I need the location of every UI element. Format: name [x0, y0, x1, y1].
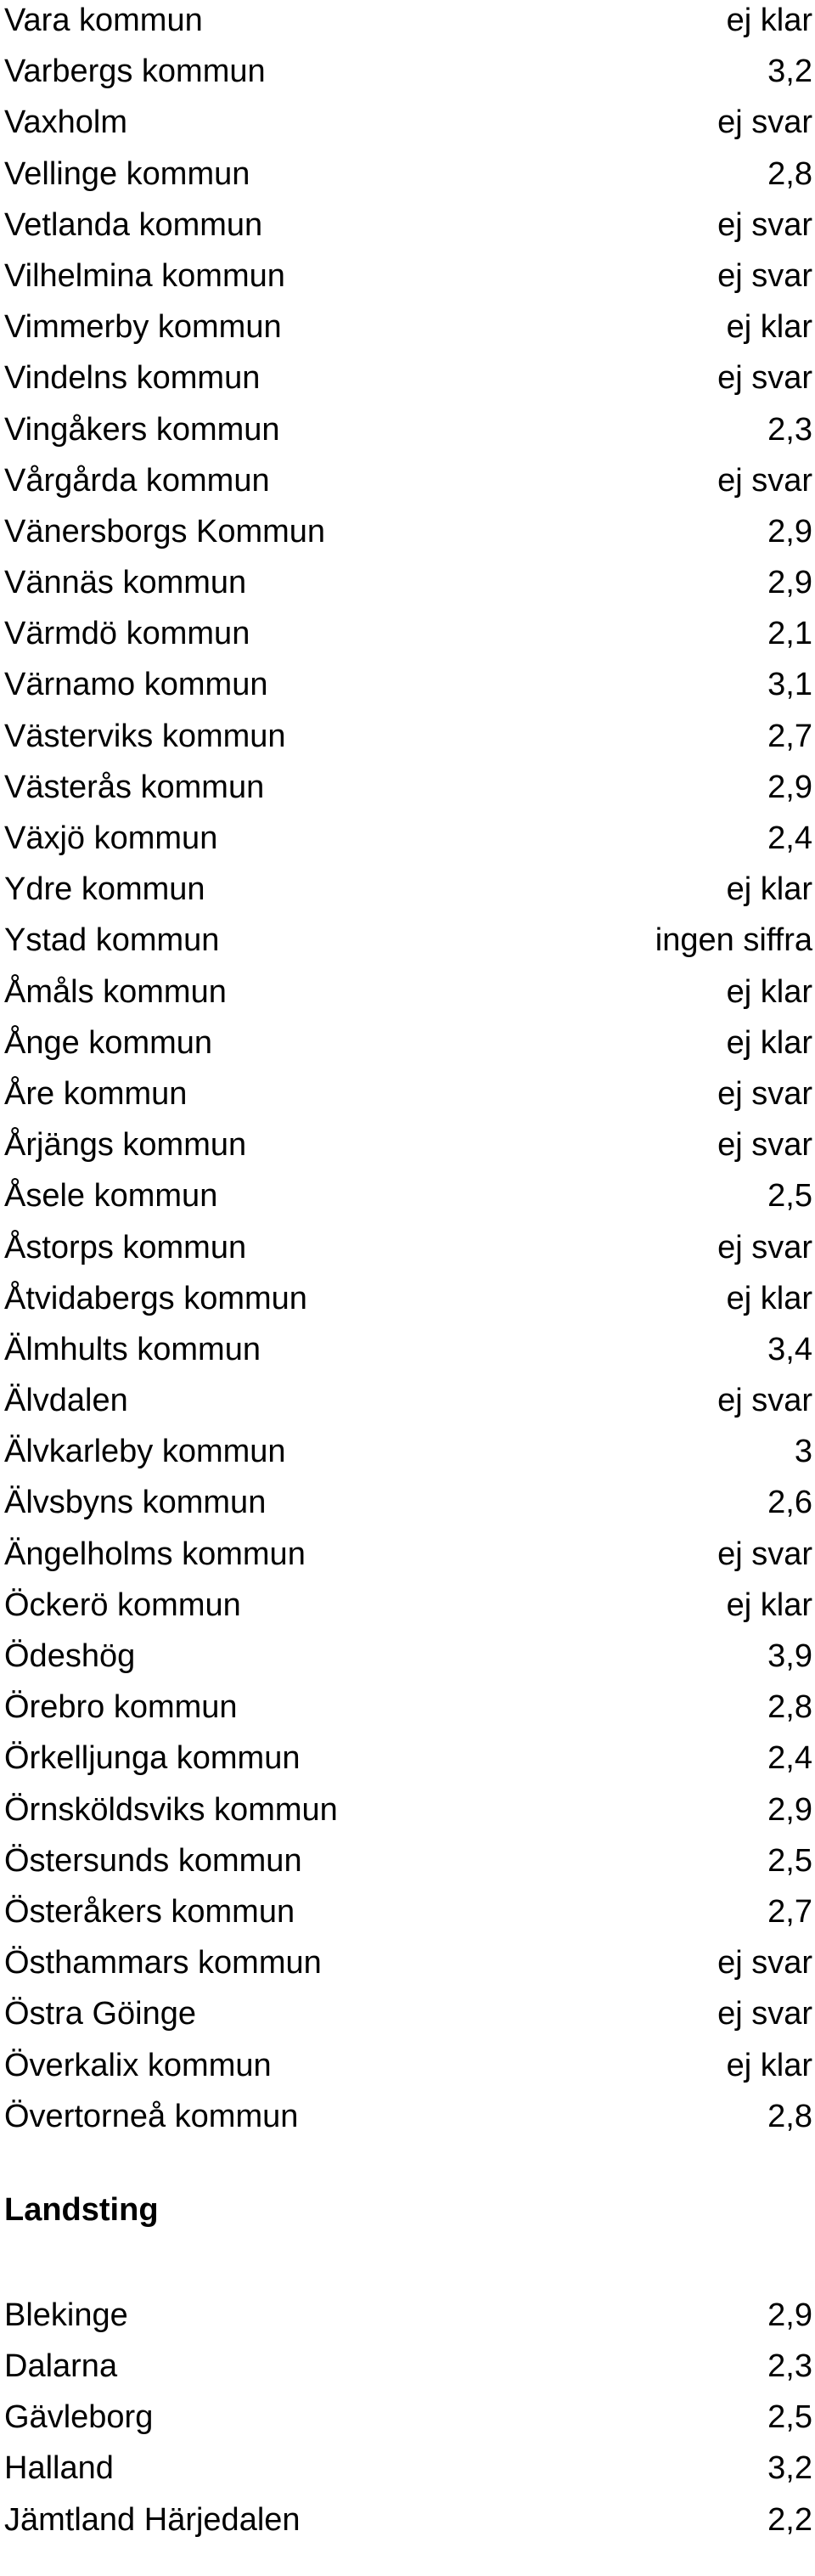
entity-name: Örkelljunga kommun: [4, 1740, 301, 1777]
entity-name: Östersunds kommun: [4, 1842, 302, 1879]
entity-value: ej klar: [726, 2047, 812, 2083]
entity-value: ej svar: [717, 206, 812, 243]
entity-value: ej klar: [726, 3, 812, 38]
entity-value: 3,9: [767, 1638, 812, 1674]
entity-name: Älvsbyns kommun: [4, 1485, 267, 1521]
entity-value: 2,2: [767, 2501, 812, 2538]
entity-value: ej svar: [717, 1383, 812, 1419]
list-item: [0, 251, 815, 302]
entity-value: 3,2: [767, 54, 812, 90]
landsting-heading: Landsting: [4, 2191, 159, 2228]
list-item: [0, 2091, 815, 2142]
list-item: [0, 1835, 815, 1886]
entity-value: ej klar: [726, 871, 812, 908]
entity-value: 2,5: [767, 2399, 812, 2436]
entity-value: 2,3: [767, 2348, 812, 2385]
entity-name: Älmhults kommun: [4, 1331, 261, 1367]
entity-name: Vännäs kommun: [4, 565, 247, 601]
entity-name: Övertorneå kommun: [4, 2098, 299, 2134]
entity-value: 2,1: [767, 616, 812, 652]
entity-value: ej klar: [726, 1587, 812, 1623]
entity-name: Vilhelmina kommun: [4, 257, 285, 294]
list-item: [0, 1170, 815, 1221]
entity-value: 2,9: [767, 2297, 812, 2333]
entity-name: Varbergs kommun: [4, 54, 266, 90]
entity-name: Vimmerby kommun: [4, 309, 282, 346]
list-item: [0, 0, 815, 46]
entity-value: 2,8: [767, 155, 812, 192]
list-item: [0, 2494, 815, 2545]
entity-value: ej svar: [717, 257, 812, 294]
list-item: [0, 1477, 815, 1528]
entity-value: ingen siffra: [655, 922, 812, 959]
list-item: [0, 1119, 815, 1170]
list-item: [0, 659, 815, 710]
entity-value: 2,5: [767, 1178, 812, 1215]
entity-value: ej svar: [717, 1536, 812, 1572]
entity-name: Jämtland Härjedalen: [4, 2501, 301, 2538]
list-item: [0, 2443, 815, 2494]
entity-value: ej svar: [717, 462, 812, 499]
list-item: [0, 1580, 815, 1631]
list-item: [0, 1222, 815, 1273]
entity-value: ej svar: [717, 104, 812, 141]
list-item: [0, 1017, 815, 1068]
entity-value: 2,8: [767, 1689, 812, 1726]
list-item: [0, 813, 815, 864]
entity-name: Älvdalen: [4, 1383, 128, 1419]
entity-name: Åre kommun: [4, 1075, 188, 1112]
entity-value: 2,7: [767, 1893, 812, 1930]
list-item: [0, 404, 815, 455]
entity-value: 2,9: [767, 513, 812, 550]
entity-name: Halland: [4, 2450, 114, 2487]
list-item: [0, 1529, 815, 1580]
entity-value: 2,9: [767, 565, 812, 601]
list-item: [0, 1988, 815, 2039]
entity-value: 3,1: [767, 667, 812, 703]
entity-value: ej klar: [726, 973, 812, 1010]
list-item: [0, 1886, 815, 1937]
entity-name: Örebro kommun: [4, 1689, 238, 1726]
list-item: [0, 557, 815, 608]
entity-name: Ödeshög: [4, 1638, 136, 1674]
entity-value: ej svar: [717, 1075, 812, 1112]
list-item: [0, 1426, 815, 1477]
list-item: [0, 1068, 815, 1119]
entity-name: Åtvidabergs kommun: [4, 1280, 307, 1316]
list-item: [0, 1682, 815, 1733]
list-item: [0, 1733, 815, 1784]
entity-name: Ydre kommun: [4, 871, 205, 908]
list-item: [0, 762, 815, 813]
list-item: [0, 352, 815, 403]
entity-name: Åstorps kommun: [4, 1229, 247, 1265]
entity-name: Överkalix kommun: [4, 2047, 272, 2083]
entity-name: Värmdö kommun: [4, 616, 250, 652]
entity-name: Östra Göinge: [4, 1996, 196, 2032]
entity-value: ej klar: [726, 1024, 812, 1061]
entity-value: 2,9: [767, 769, 812, 805]
list-item: [0, 2290, 815, 2341]
entity-name: Åmåls kommun: [4, 973, 227, 1010]
entity-value: ej svar: [717, 1229, 812, 1265]
entity-value: 3: [794, 1434, 812, 1470]
list-item: [0, 711, 815, 762]
entity-value: ej klar: [726, 1280, 812, 1316]
list-item: [0, 200, 815, 251]
entity-name: Vellinge kommun: [4, 155, 250, 192]
entity-name: Dalarna: [4, 2348, 118, 2385]
entity-value: ej svar: [717, 1127, 812, 1164]
entity-name: Örnsköldsviks kommun: [4, 1791, 338, 1828]
entity-value: ej svar: [717, 1945, 812, 1981]
list-item: [0, 915, 815, 966]
list-item: [0, 608, 815, 659]
entity-name: Årjängs kommun: [4, 1127, 247, 1164]
list-item: [0, 455, 815, 506]
list-item: [0, 2040, 815, 2091]
entity-name: Ystad kommun: [4, 922, 220, 959]
entity-value: ej klar: [726, 309, 812, 346]
list-item: [0, 1784, 815, 1835]
list-item: [0, 302, 815, 352]
list-item: [0, 2341, 815, 2392]
list-item: [0, 1631, 815, 1682]
entity-name: Ånge kommun: [4, 1024, 213, 1061]
entity-name: Ängelholms kommun: [4, 1536, 306, 1572]
entity-name: Blekinge: [4, 2297, 128, 2333]
entity-value: ej svar: [717, 1996, 812, 2032]
entity-value: 2,4: [767, 820, 812, 856]
entity-name: Vara kommun: [4, 3, 203, 38]
entity-value: 2,8: [767, 2098, 812, 2134]
entity-name: Österåkers kommun: [4, 1893, 295, 1930]
list-item: [0, 864, 815, 915]
entity-value: 2,6: [767, 1485, 812, 1521]
entity-name: Vingåkers kommun: [4, 411, 280, 448]
entity-value: ej svar: [717, 360, 812, 397]
landsting-list: [0, 2290, 815, 2545]
entity-name: Vaxholm: [4, 104, 128, 141]
list-item: [0, 1937, 815, 1988]
entity-value: 2,4: [767, 1740, 812, 1777]
entity-name: Älvkarleby kommun: [4, 1434, 286, 1470]
list-item: [0, 506, 815, 557]
list-item: [0, 2392, 815, 2443]
entity-name: Vetlanda kommun: [4, 206, 263, 243]
entity-name: Vindelns kommun: [4, 360, 261, 397]
list-item: [0, 149, 815, 200]
entity-value: 2,9: [767, 1791, 812, 1828]
list-item: [0, 97, 815, 148]
entity-name: Värnamo kommun: [4, 667, 268, 703]
entity-name: Västerviks kommun: [4, 718, 286, 754]
list-item: [0, 1324, 815, 1375]
entity-value: 3,2: [767, 2450, 812, 2487]
list-item: [0, 1273, 815, 1324]
entity-value: 2,7: [767, 718, 812, 754]
entity-value: 2,3: [767, 411, 812, 448]
list-item: [0, 1375, 815, 1426]
entity-value: 3,4: [767, 1331, 812, 1367]
entity-name: Östhammars kommun: [4, 1945, 322, 1981]
entity-name: Västerås kommun: [4, 769, 265, 805]
list-item: [0, 967, 815, 1017]
entity-name: Vänersborgs Kommun: [4, 513, 326, 550]
entity-name: Vårgårda kommun: [4, 462, 270, 499]
list-item: [0, 46, 815, 97]
entity-name: Gävleborg: [4, 2399, 154, 2436]
entity-name: Öckerö kommun: [4, 1587, 241, 1623]
entity-name: Åsele kommun: [4, 1178, 218, 1215]
entity-name: Växjö kommun: [4, 820, 218, 856]
entity-value: 2,5: [767, 1842, 812, 1879]
